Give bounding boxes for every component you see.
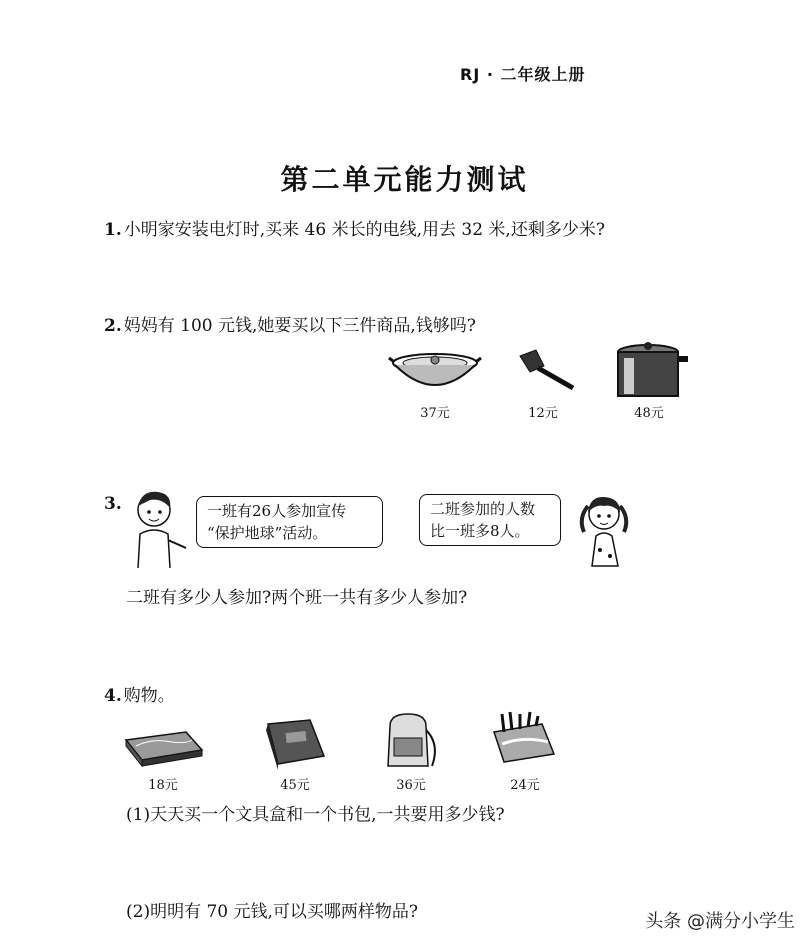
price-label: 24元 [510,778,540,793]
pencils-box-icon [490,710,556,766]
question-number: 3. [104,494,122,514]
grade-label: RJ · 二年级上册 [460,65,586,84]
speech-bubble-right [419,494,561,546]
question-text: 购物。 [123,686,175,706]
question-4-sub2: (2)明明有 70 元钱,可以买哪两样物品? [126,902,419,922]
page-title: 第二单元能力测试 [280,163,529,196]
question-4-sub1: (1)天天买一个文具盒和一个书包,一共要用多少钱? [126,805,505,825]
price-label: 37元 [420,406,450,421]
wok-icon [390,345,480,400]
book-icon [262,718,328,770]
question-number: 2. [104,316,122,336]
bubble-line: 二班参加的人数 [430,500,536,518]
question-text: 妈妈有 100 元钱,她要买以下三件商品,钱够吗? [123,316,476,336]
boy-icon [128,488,190,573]
question-number: 1. [104,220,122,240]
price-label: 45元 [280,778,310,793]
question-2 [104,311,476,336]
price-label: 36元 [396,778,426,793]
bubble-line: 比一班多8人。 [430,522,530,540]
question-3-text: 二班有多少人参加?两个班一共有多少人参加? [126,588,468,608]
pencil-case-icon [122,730,204,766]
question-number: 4. [104,686,122,706]
spatula-icon [518,348,578,393]
watermark: 头条 @满分小学生 [645,911,795,932]
question-1 [104,215,605,240]
price-label: 48元 [634,406,664,421]
backpack-icon [380,710,442,770]
price-label: 18元 [148,778,178,793]
question-4 [104,681,175,706]
bubble-line: “保护地球”活动。 [207,524,328,542]
girl-icon [574,492,636,572]
price-label: 12元 [528,406,558,421]
speech-bubble-left [196,496,383,548]
pot-icon [612,340,688,400]
question-3 [104,494,124,514]
question-text: 小明家安装电灯时,买来 46 米长的电线,用去 32 米,还剩多少米? [123,220,605,240]
bubble-line: 一班有26人参加宣传 [207,502,347,520]
